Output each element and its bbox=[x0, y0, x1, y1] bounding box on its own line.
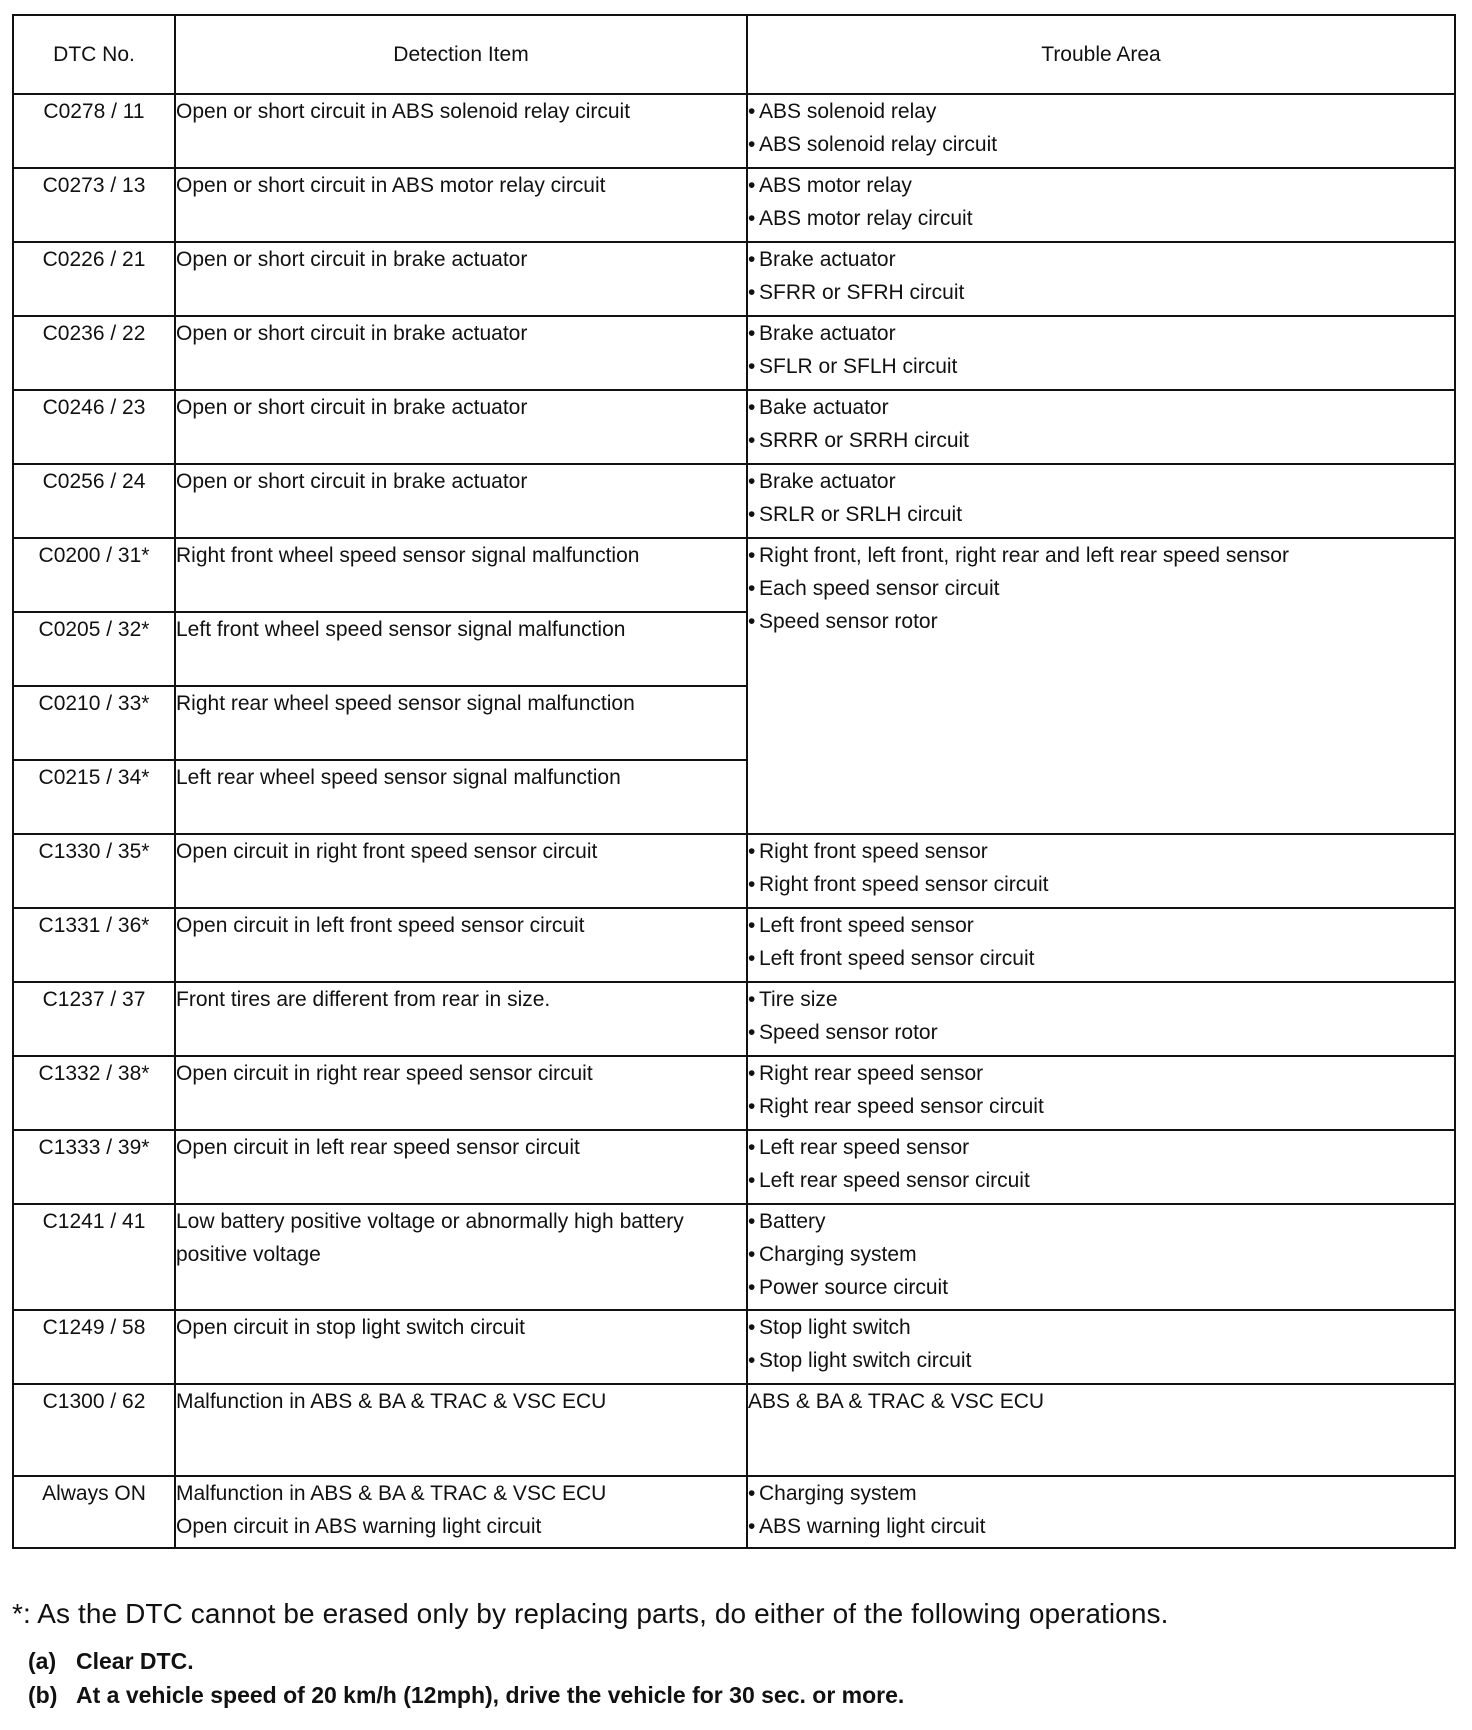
trouble-area-text: SRRR or SRRH circuit bbox=[759, 429, 970, 452]
trouble-area-text: ABS solenoid relay circuit bbox=[759, 133, 998, 156]
trouble-area-entry bbox=[748, 868, 1454, 901]
trouble-area-entry bbox=[748, 202, 1454, 235]
bullet: • bbox=[748, 355, 756, 378]
trouble-area bbox=[747, 908, 1455, 982]
trouble-area bbox=[747, 464, 1455, 538]
trouble-area-text: Stop light switch bbox=[759, 1316, 911, 1339]
trouble-area-text: Left front speed sensor bbox=[759, 914, 974, 937]
trouble-area-text: Bake actuator bbox=[759, 396, 889, 419]
trouble-area-shared bbox=[747, 538, 1455, 834]
bullet: • bbox=[748, 1095, 756, 1118]
trouble-area-text: Charging system bbox=[759, 1243, 917, 1266]
dtc-code: C0256 / 24 bbox=[13, 464, 175, 538]
trouble-area-text: Speed sensor rotor bbox=[759, 610, 938, 633]
trouble-area-text: Left rear speed sensor bbox=[759, 1136, 970, 1159]
table-row bbox=[13, 538, 1455, 612]
table-row bbox=[13, 1310, 1455, 1384]
trouble-area-entry bbox=[748, 498, 1454, 531]
bullet: • bbox=[748, 1169, 756, 1192]
trouble-area-entry bbox=[748, 835, 1454, 868]
trouble-area-entry bbox=[748, 1271, 1454, 1304]
header-trouble-area: Trouble Area bbox=[747, 15, 1455, 94]
bullet: • bbox=[748, 544, 756, 567]
bullet: • bbox=[748, 1482, 756, 1505]
bullet: • bbox=[748, 947, 756, 970]
trouble-area-entry bbox=[748, 1057, 1454, 1090]
trouble-area bbox=[747, 1056, 1455, 1130]
trouble-area bbox=[747, 834, 1455, 908]
step-label: (a) bbox=[28, 1648, 57, 1674]
detection-item: Open circuit in stop light switch circuit bbox=[175, 1310, 747, 1384]
bullet: • bbox=[748, 1316, 756, 1339]
dtc-table bbox=[12, 14, 1456, 1549]
trouble-area-entry bbox=[748, 572, 1454, 605]
table-row bbox=[13, 242, 1455, 316]
trouble-area-text: ABS motor relay bbox=[759, 174, 912, 197]
trouble-area-text: Stop light switch circuit bbox=[759, 1349, 972, 1372]
trouble-area-entry bbox=[748, 909, 1454, 942]
trouble-area bbox=[747, 316, 1455, 390]
dtc-code: C1331 / 36* bbox=[13, 908, 175, 982]
bullet: • bbox=[748, 281, 756, 304]
trouble-area-text: Brake actuator bbox=[759, 322, 896, 345]
footnote: *: As the DTC cannot be erased only by replacing parts, do either of the following operations. bbox=[12, 1598, 1169, 1629]
dtc-code: C1249 / 58 bbox=[13, 1310, 175, 1384]
detection-item-line: Open circuit in ABS warning light circuit bbox=[176, 1515, 542, 1538]
bullet: • bbox=[748, 1276, 756, 1299]
trouble-area-entry bbox=[748, 1510, 1454, 1543]
detection-item: Right rear wheel speed sensor signal malfunction bbox=[175, 686, 747, 760]
bullet: • bbox=[748, 1243, 756, 1266]
bullet: • bbox=[748, 1136, 756, 1159]
table-row bbox=[13, 1056, 1455, 1130]
trouble-area-entry bbox=[748, 1090, 1454, 1123]
dtc-code: C0278 / 11 bbox=[13, 94, 175, 168]
trouble-area-text: Left front speed sensor circuit bbox=[759, 947, 1035, 970]
trouble-area: ABS & BA & TRAC & VSC ECU bbox=[747, 1384, 1455, 1476]
header-detection-item: Detection Item bbox=[175, 15, 747, 94]
trouble-area-entry bbox=[748, 1205, 1454, 1238]
dtc-code: C1330 / 35* bbox=[13, 834, 175, 908]
bullet: • bbox=[748, 577, 756, 600]
trouble-area-entry bbox=[748, 605, 1454, 638]
table-row bbox=[13, 1204, 1455, 1310]
dtc-code: C0226 / 21 bbox=[13, 242, 175, 316]
step-label: (b) bbox=[28, 1682, 58, 1708]
bullet: • bbox=[748, 100, 756, 123]
trouble-area-text: Charging system bbox=[759, 1482, 917, 1505]
trouble-area-text: Battery bbox=[759, 1210, 826, 1233]
dtc-code: C0205 / 32* bbox=[13, 612, 175, 686]
bullet: • bbox=[748, 396, 756, 419]
trouble-area-entry bbox=[748, 942, 1454, 975]
bullet: • bbox=[748, 1021, 756, 1044]
trouble-area-text: SFRR or SFRH circuit bbox=[759, 281, 965, 304]
table-row bbox=[13, 1130, 1455, 1204]
bullet: • bbox=[748, 873, 756, 896]
trouble-area-entry bbox=[748, 1311, 1454, 1344]
trouble-area bbox=[747, 390, 1455, 464]
table-row bbox=[13, 94, 1455, 168]
bullet: • bbox=[748, 174, 756, 197]
dtc-code: C1241 / 41 bbox=[13, 1204, 175, 1310]
table-row bbox=[13, 908, 1455, 982]
bullet: • bbox=[748, 133, 756, 156]
detection-item: Open or short circuit in ABS solenoid relay circuit bbox=[175, 94, 747, 168]
trouble-area bbox=[747, 982, 1455, 1056]
bullet: • bbox=[748, 914, 756, 937]
trouble-area-entry bbox=[748, 1238, 1454, 1271]
trouble-area-entry bbox=[748, 1164, 1454, 1197]
detection-item bbox=[175, 1476, 747, 1548]
detection-item: Front tires are different from rear in size. bbox=[175, 982, 747, 1056]
bullet: • bbox=[748, 503, 756, 526]
dtc-code: C0273 / 13 bbox=[13, 168, 175, 242]
trouble-area-entry bbox=[748, 95, 1454, 128]
dtc-code: C1333 / 39* bbox=[13, 1130, 175, 1204]
trouble-area bbox=[747, 94, 1455, 168]
table-row bbox=[13, 982, 1455, 1056]
trouble-area-entry bbox=[748, 391, 1454, 424]
detection-item: Open or short circuit in brake actuator bbox=[175, 464, 747, 538]
trouble-area-text: ABS warning light circuit bbox=[759, 1515, 986, 1538]
trouble-area-entry bbox=[748, 539, 1454, 572]
detection-item: Low battery positive voltage or abnormally high battery positive voltage bbox=[175, 1204, 747, 1310]
bullet: • bbox=[748, 1062, 756, 1085]
detection-item: Left front wheel speed sensor signal malfunction bbox=[175, 612, 747, 686]
trouble-area-text: Each speed sensor circuit bbox=[759, 577, 1000, 600]
detection-item: Open or short circuit in ABS motor relay circuit bbox=[175, 168, 747, 242]
trouble-area-text: Right front speed sensor circuit bbox=[759, 873, 1049, 896]
trouble-area bbox=[747, 168, 1455, 242]
trouble-area-text: Right rear speed sensor circuit bbox=[759, 1095, 1044, 1118]
trouble-area bbox=[747, 1130, 1455, 1204]
trouble-area-text: Brake actuator bbox=[759, 470, 896, 493]
trouble-area-text: ABS solenoid relay bbox=[759, 100, 937, 123]
bullet: • bbox=[748, 1515, 756, 1538]
bullet: • bbox=[748, 207, 756, 230]
dtc-code: C1332 / 38* bbox=[13, 1056, 175, 1130]
trouble-area-entry bbox=[748, 465, 1454, 498]
table-header-row bbox=[13, 15, 1455, 94]
trouble-area-entry bbox=[748, 350, 1454, 383]
trouble-area bbox=[747, 242, 1455, 316]
trouble-area-text: Brake actuator bbox=[759, 248, 896, 271]
dtc-code: C0246 / 23 bbox=[13, 390, 175, 464]
table-row bbox=[13, 168, 1455, 242]
trouble-area-entry bbox=[748, 276, 1454, 309]
dtc-code: C0236 / 22 bbox=[13, 316, 175, 390]
trouble-area bbox=[747, 1204, 1455, 1310]
trouble-area-text: Right front, left front, right rear and left rear speed sensor bbox=[759, 544, 1289, 567]
trouble-area-entry bbox=[748, 317, 1454, 350]
bullet: • bbox=[748, 470, 756, 493]
table-row bbox=[13, 464, 1455, 538]
trouble-area-text: Left rear speed sensor circuit bbox=[759, 1169, 1030, 1192]
step-a bbox=[28, 1644, 904, 1678]
bullet: • bbox=[748, 322, 756, 345]
trouble-area-text: Right rear speed sensor bbox=[759, 1062, 984, 1085]
trouble-area-text: Power source circuit bbox=[759, 1276, 949, 1299]
bullet: • bbox=[748, 988, 756, 1011]
header-dtc-no: DTC No. bbox=[13, 15, 175, 94]
detection-item: Open circuit in left rear speed sensor circuit bbox=[175, 1130, 747, 1204]
trouble-area-entry bbox=[748, 128, 1454, 161]
table-row bbox=[13, 834, 1455, 908]
detection-item-line: Malfunction in ABS & BA & TRAC & VSC ECU bbox=[176, 1482, 607, 1505]
bullet: • bbox=[748, 1349, 756, 1372]
detection-item: Open circuit in right rear speed sensor circuit bbox=[175, 1056, 747, 1130]
trouble-area-text: ABS motor relay circuit bbox=[759, 207, 973, 230]
dtc-document bbox=[12, 14, 1460, 1549]
bullet: • bbox=[748, 248, 756, 271]
dtc-code: C0200 / 31* bbox=[13, 538, 175, 612]
detection-item: Malfunction in ABS & BA & TRAC & VSC ECU bbox=[175, 1384, 747, 1476]
trouble-area-text: SFLR or SFLH circuit bbox=[759, 355, 958, 378]
step-text: Clear DTC. bbox=[76, 1648, 194, 1674]
table-row bbox=[13, 1384, 1455, 1476]
detection-item: Open or short circuit in brake actuator bbox=[175, 242, 747, 316]
operation-steps bbox=[28, 1644, 904, 1712]
detection-item: Open or short circuit in brake actuator bbox=[175, 316, 747, 390]
step-b bbox=[28, 1678, 904, 1712]
dtc-code: C1237 / 37 bbox=[13, 982, 175, 1056]
bullet: • bbox=[748, 610, 756, 633]
trouble-area bbox=[747, 1310, 1455, 1384]
trouble-area-text: Tire size bbox=[759, 988, 838, 1011]
trouble-area-text: Speed sensor rotor bbox=[759, 1021, 938, 1044]
trouble-area-entry bbox=[748, 1344, 1454, 1377]
table-row bbox=[13, 390, 1455, 464]
trouble-area-entry bbox=[748, 1016, 1454, 1049]
bullet: • bbox=[748, 429, 756, 452]
table-row bbox=[13, 1476, 1455, 1548]
detection-item: Right front wheel speed sensor signal malfunction bbox=[175, 538, 747, 612]
dtc-code: C0210 / 33* bbox=[13, 686, 175, 760]
bullet: • bbox=[748, 1210, 756, 1233]
trouble-area-text: Right front speed sensor bbox=[759, 840, 988, 863]
table-row bbox=[13, 316, 1455, 390]
detection-item: Open circuit in right front speed sensor circuit bbox=[175, 834, 747, 908]
trouble-area-entry bbox=[748, 983, 1454, 1016]
trouble-area-entry bbox=[748, 243, 1454, 276]
trouble-area-entry bbox=[748, 169, 1454, 202]
trouble-area bbox=[747, 1476, 1455, 1548]
dtc-code: Always ON bbox=[13, 1476, 175, 1548]
trouble-area-entry bbox=[748, 1477, 1454, 1510]
trouble-area-entry bbox=[748, 424, 1454, 457]
bullet: • bbox=[748, 840, 756, 863]
trouble-area-text: SRLR or SRLH circuit bbox=[759, 503, 963, 526]
step-text: At a vehicle speed of 20 km/h (12mph), drive the vehicle for 30 sec. or more. bbox=[76, 1682, 905, 1708]
dtc-code: C1300 / 62 bbox=[13, 1384, 175, 1476]
detection-item: Open or short circuit in brake actuator bbox=[175, 390, 747, 464]
dtc-code: C0215 / 34* bbox=[13, 760, 175, 834]
detection-item: Open circuit in left front speed sensor circuit bbox=[175, 908, 747, 982]
detection-item: Left rear wheel speed sensor signal malfunction bbox=[175, 760, 747, 834]
trouble-area-entry bbox=[748, 1131, 1454, 1164]
